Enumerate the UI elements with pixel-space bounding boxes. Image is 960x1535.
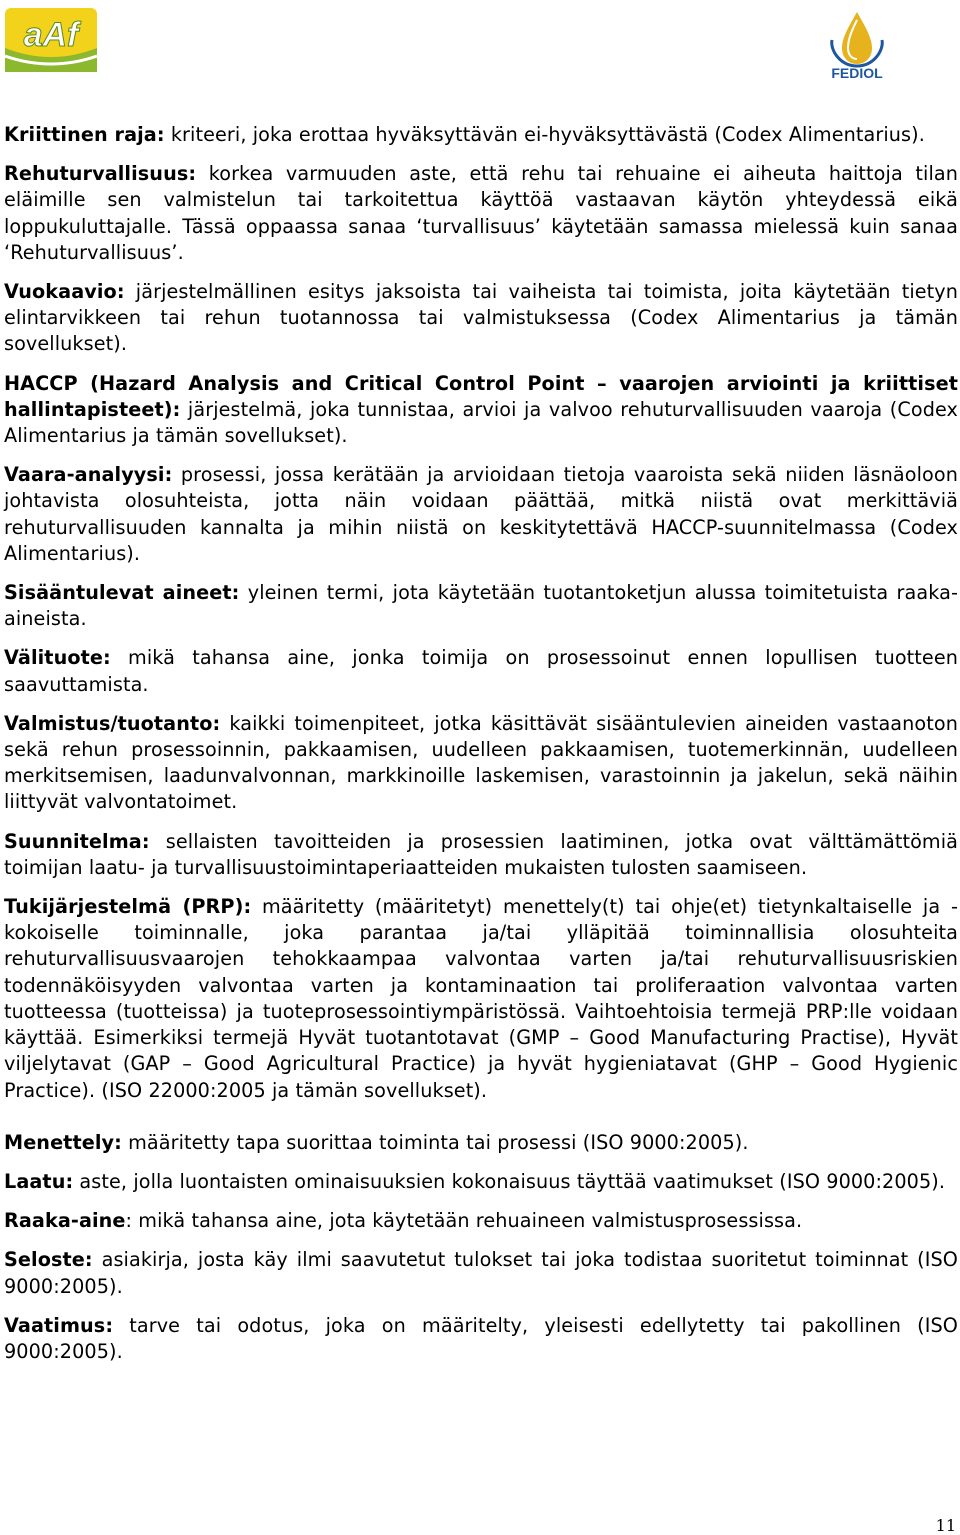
definition-paragraph xyxy=(4,645,958,697)
definitions-list xyxy=(4,122,958,1378)
definition-term: Tukijärjestelmä (PRP): xyxy=(4,895,252,919)
definition-term: Laatu: xyxy=(4,1169,74,1193)
definition-term: Menettely: xyxy=(4,1130,122,1154)
definition-term: Rehuturvallisuus: xyxy=(4,162,197,186)
definition-text: kriteeri, joka erottaa hyväksyttävän ei-hyväksyttävästä (Codex Alimentarius). xyxy=(164,123,925,146)
definition-text: järjestelmä, joka tunnistaa, arvioi ja valvoo rehuturvallisuuden vaaroja (Codex Alimentarius ja tämän sovellukset). xyxy=(4,397,958,448)
definition-paragraph xyxy=(4,1130,958,1156)
definition-paragraph xyxy=(4,711,958,816)
page-header xyxy=(0,0,960,100)
definition-term: Vaara-analyysi: xyxy=(4,463,173,487)
definition-text: määritetty tapa suorittaa toiminta tai prosessi (ISO 9000:2005). xyxy=(121,1130,749,1154)
definition-paragraph xyxy=(4,279,958,358)
definition-text: määritetty (määritetyt) menettely(t) tai ohje(et) tietynkaltaiselle ja -kokoiselle toiminnalle, joka parantaa ja/tai ylläpitää toiminnallisia olosuhteita rehuturvallisuusvaarojen tehokkaampaa valvontaa varten ja/tai rehuturvallisuusriskien todennäköisyyden valvontaa varten ja kontaminaation tai proliferaation valvontaa varten tuotteessa (tuotteissa) ja tuoteprosessointiympäristössä. Vaihtoehtoisia termejä PRP:lle voidaan käyttää. Esimerkiksi termejä Hyvät tuotantotavat (GMP – Good Manufacturing Practise), Hyvät viljelytavat (GAP – Good Agricultural Practice) ja hyvät hygieniatavat (GHP – Good Hygienic Practice). (ISO 22000:2005 ja tämän sovellukset). xyxy=(4,895,958,1102)
definition-text: aste, jolla luontaisten ominaisuuksien kokonaisuus täyttää vaatimukset (ISO 9000:2005). xyxy=(73,1169,946,1193)
definition-text: sellaisten tavoitteiden ja prosessien laatiminen, jotka ovat välttämättömiä toimijan laatu- ja turvallisuustoimintaperiaatteiden mukaisten tulosten saamiseen. xyxy=(4,829,958,879)
definition-paragraph xyxy=(4,161,958,266)
fediol-logo xyxy=(818,6,896,80)
definition-term: Valmistus/tuotanto: xyxy=(4,711,221,735)
definition-term: Vuokaavio: xyxy=(4,280,125,304)
definition-paragraph xyxy=(4,829,958,881)
definition-text: asiakirja, josta käy ilmi saavutetut tulokset tai joka todistaa suoritetut toiminnat (ISO 9000:2005). xyxy=(4,1248,958,1298)
definition-term: Välituote: xyxy=(4,646,111,670)
definition-term: Raaka-aine xyxy=(4,1209,126,1233)
definition-paragraph xyxy=(4,1208,958,1234)
definition-paragraph xyxy=(4,371,958,450)
definition-term: Seloste: xyxy=(4,1248,93,1272)
definition-text: prosessi, jossa kerätään ja arvioidaan tietoja vaaroista sekä niiden läsnäoloon johtavista olosuhteista, jotta näin voidaan päättää, mitkä niistä ovat merkittäviä rehuturvallisuuden kannalta ja mihin niistä on keskitytettävä HACCP-suunnitelmassa (Codex Alimentarius). xyxy=(4,463,958,565)
svg-text:FEDIOL: FEDIOL xyxy=(831,65,883,80)
definition-text: yleinen termi, jota käytetään tuotantoketjun alussa toimitetuista raaka-aineista. xyxy=(4,581,958,631)
definition-text: mikä tahansa aine, jonka toimija on prosessoinut ennen lopullisen tuotteen saavuttamista. xyxy=(4,646,958,696)
definition-text: korkea varmuuden aste, että rehu tai rehuaine ei aiheuta haittoja tilan eläimille sen valmistelun tai tarkoitettua käyttöä vastaavan käytön yhteydessä eikä loppukuluttajalle. Tässä oppaassa sanaa ‘turvallisuus’ käytetään samassa mielessä kuin sanaa ‘Rehuturvallisuus’. xyxy=(4,162,958,264)
definition-paragraph xyxy=(4,462,958,567)
definition-text: tarve tai odotus, joka on määritelty, yleisesti edellytetty tai pakollinen (ISO 9000:2005). xyxy=(4,1313,958,1363)
definition-text: järjestelmällinen esitys jaksoista tai vaiheista tai toimista, joita käytetään tietyn elintarvikkeen tai rehun tuotannossa tai valmistuksessa (Codex Alimentarius ja tämän sovellukset). xyxy=(4,280,958,356)
definition-term: HACCP (Hazard Analysis and Critical Control Point – vaarojen arviointi ja kriittiset hallintapisteet): xyxy=(4,371,958,421)
definition-paragraph xyxy=(4,1247,958,1299)
definition-paragraph xyxy=(4,1169,958,1195)
svg-text:aAf: aAf xyxy=(23,16,79,54)
definition-text: kaikki toimenpiteet, jotka käsittävät sisääntulevien aineiden vastaanoton sekä rehun prosessoinnin, pakkaamisen, uudelleen pakkaamisen, tuotemerkinnän, uudelleen merkitsemisen, laadunvalvonnan, markkinoille laskemisen, varastoinnin ja jakelun, sekä näihin liittyvät valvontatoimet. xyxy=(4,711,958,814)
definition-paragraph xyxy=(4,122,958,148)
definition-term: Suunnitelma: xyxy=(4,829,150,853)
aaf-logo xyxy=(5,8,97,72)
definition-term: Sisääntulevat aineet: xyxy=(4,581,240,605)
definition-term: Vaatimus: xyxy=(4,1313,114,1337)
definition-term: Kriittinen raja: xyxy=(4,123,165,146)
definition-paragraph xyxy=(4,894,958,1104)
page-number: 11 xyxy=(935,1516,956,1535)
definition-paragraph xyxy=(4,580,958,632)
definition-paragraph xyxy=(4,1313,958,1365)
definition-text: : mikä tahansa aine, jota käytetään rehuaineen valmistusprosessissa. xyxy=(125,1209,803,1233)
